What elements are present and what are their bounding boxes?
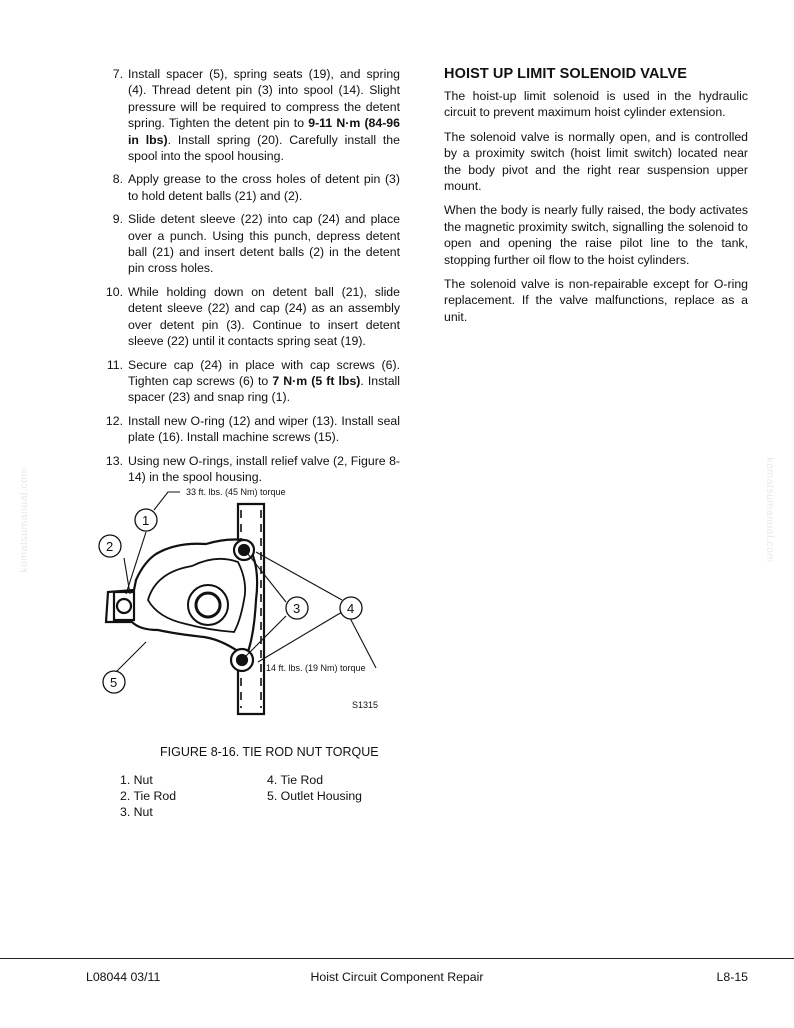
legend-item: 2. Tie Rod [120,789,177,803]
callout-4: 4 [347,601,355,616]
watermark-left: komatsumanual.com [18,467,30,573]
footer-title: Hoist Circuit Component Repair [310,970,484,984]
step-text [128,284,400,350]
procedure-step [100,357,400,406]
step-number: 12. [105,413,123,428]
legend-item: 3. Nut [120,805,153,819]
legend-item: 5. Outlet Housing [267,789,363,803]
drawing-id: S1315 [352,700,379,710]
step-number: 10. [105,284,123,299]
footer-doc-id: L08044 03/11 [86,970,161,984]
step-text-segment: Secure cap (24) in place with cap screws (6). Tighten cap screws (6) to [128,357,400,388]
torque-spec: 7 N·m (5 ft lbs) [272,373,361,388]
step-text-segment: Install new O-ring (12) and wiper (13). Install seal plate (16). Install machine screws (15). [128,413,400,445]
step-text-segment: . Install spring (20). Carefully install the spool into the spool housing. [128,132,400,164]
section-paragraph: The hoist-up limit solenoid is used in the hydraulic circuit to prevent maximum hoist cylinder extension. [444,89,748,120]
step-text-segment: While holding down on detent ball (21), slide detent sleeve (22) and cap (24) as an assembly over detent pin (3). Continue to insert detent sleeve (22) until it contacts spring seat (19). [128,284,400,349]
footer-page-number: L8-15 [716,970,748,984]
step-number: 9. [112,212,123,227]
figure-legend-col1 [120,772,176,820]
procedure-step [100,66,400,164]
step-text [128,211,400,277]
figure-caption: FIGURE 8-16. TIE ROD NUT TORQUE [160,745,379,759]
step-number: 11. [106,357,123,372]
procedure-step [100,413,400,446]
step-text [128,171,400,204]
solenoid-section [444,66,748,333]
footer-divider [0,958,794,959]
section-paragraph: The solenoid valve is normally open, and is controlled by a proximity switch (hoist limit switch) located near the body pivot and the right rear suspension upper mount. [444,129,748,194]
torque-label-bottom: 14 ft. lbs. (19 Nm) torque [266,663,366,673]
step-text-segment: . Install spacer (23) and snap ring (1). [128,373,400,405]
callout-2: 2 [106,539,114,554]
step-number: 8. [112,172,123,187]
step-text [128,357,400,406]
procedure-step [100,284,400,350]
procedure-step [100,211,400,277]
callout-3: 3 [293,601,301,616]
section-heading: HOIST UP LIMIT SOLENOID VALVE [444,66,687,82]
legend-item: 4. Tie Rod [267,773,324,787]
step-number: 13. [105,453,123,468]
callout-1: 1 [142,513,150,528]
procedure-step [100,171,400,204]
section-paragraph: When the body is nearly fully raised, the body activates the magnetic proximity switch, signalling the solenoid to open and opening the raise pilot line to the tank, stopping further oil flow to the hoist cylinders. [444,203,748,267]
procedure-steps [100,66,400,492]
step-number: 7. [112,67,123,81]
torque-spec: 9-11 N·m (84-96 in lbs) [128,116,400,147]
step-text-segment: Slide detent sleeve (22) into cap (24) and place over a punch. Using this punch, depress detent ball (21) and insert detent balls (2) in the detent pin cross holes. [128,212,400,276]
step-text-segment: Using new O-rings, install relief valve (2, Figure 8-14) in the spool housing. [128,453,400,484]
figure-legend-col2 [267,772,362,804]
procedure-step [100,453,400,486]
torque-label-top: 33 ft. lbs. (45 Nm) torque [186,487,286,497]
step-text [128,413,400,446]
legend-item: 1. Nut [120,773,153,787]
tie-rod-nut-torque-diagram [96,482,396,722]
step-text-segment: Apply grease to the cross holes of detent pin (3) to hold detent balls (21) and (2). [128,172,400,203]
step-text-segment: Install spacer (5), spring seats (19), and spring (4). Thread detent pin (3) into spool (14). Slight pressure will be required to compress the detent spring. Tighten the detent pin to [128,67,400,131]
step-text [128,66,400,164]
callout-5: 5 [110,675,118,690]
section-paragraph: The solenoid valve is non-repairable except for O-ring replacement. If the valve malfunctions, replace as a unit. [444,277,748,324]
watermark-right: komatsumanual.com [764,457,776,563]
step-text [128,453,400,486]
